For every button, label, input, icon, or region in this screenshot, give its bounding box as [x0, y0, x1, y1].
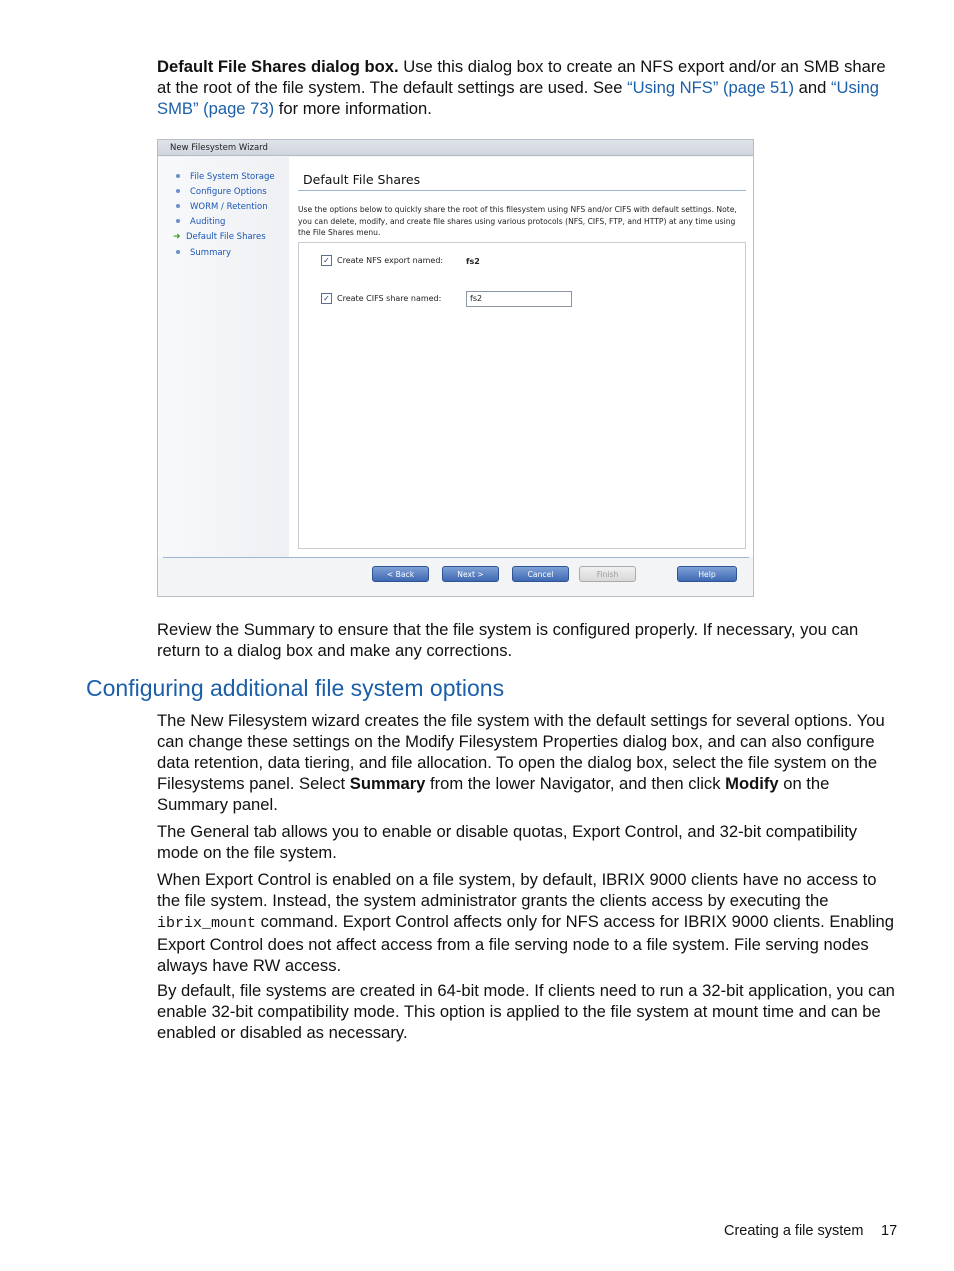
nav-step-label: Auditing — [190, 217, 226, 227]
section-paragraph-3 — [157, 869, 897, 976]
intro-text-and: and — [794, 78, 831, 97]
heading-divider — [298, 190, 746, 191]
p3-text-1: When Export Control is enabled on a file system, by default, IBRIX 9000 clients have no access to the file system. Instead, the system administrator grants the clients access by executing the — [157, 870, 877, 910]
next-button[interactable]: Next > — [442, 566, 499, 582]
nfs-export-option — [321, 255, 443, 266]
nav-step-label: WORM / Retention — [190, 202, 268, 212]
section-paragraph-4: By default, file systems are created in 64-bit mode. If clients need to run a 32-bit application, you can enable 32-bit compatibility mode. This option is applied to the file system at mount time and can be enabled or disabled as necessary. — [157, 981, 895, 1042]
wizard-title-bar: New Filesystem Wizard — [158, 140, 753, 156]
bullet-icon — [176, 219, 180, 223]
cifs-share-label: Create CIFS share named: — [337, 294, 442, 303]
p1-text-3: on the Summary panel. — [157, 774, 830, 814]
nav-step-auditing[interactable] — [176, 217, 225, 227]
link-using-nfs[interactable]: “Using NFS” (page 51) — [627, 78, 795, 97]
wizard-description: Use the options below to quickly share the root of this filesystem using NFS and/or CIFS with default settings. Note, you can delete, modify, and create file shares using various protocols (NFS, CIFS, FTP, and HTTP) at any time using the File Shares menu. — [298, 205, 737, 237]
nav-step-label: Default File Shares — [186, 232, 266, 242]
nav-step-summary[interactable] — [176, 248, 231, 258]
finish-button[interactable]: Finish — [579, 566, 636, 582]
cifs-share-option — [321, 293, 441, 304]
footer-section-label: Creating a file system — [724, 1223, 864, 1239]
help-button[interactable]: Help — [677, 566, 737, 582]
nfs-export-name-value: fs2 — [466, 257, 480, 266]
nfs-export-label: Create NFS export named: — [337, 256, 444, 265]
bullet-icon — [176, 174, 180, 178]
p1-text-1: The New Filesystem wizard creates the file system with the default settings for several options. You can change these settings on the Modify Filesystem Properties dialog box, and can also configure data retention, data tiering, and file allocation. To open the dialog box, select the file system on the Filesystems panel. Select — [157, 711, 885, 793]
nav-step-label: File System Storage — [190, 172, 275, 182]
p1-bold-modify: Modify — [725, 774, 779, 793]
p1-text-2: from the lower Navigator, and then click — [425, 774, 726, 793]
p3-text-2: command. Export Control affects only for NFS access for IBRIX 9000 clients. Enabling Export Control does not affect access from a file serving node to a file system. File serving nodes always have RW access. — [157, 912, 894, 975]
p1-bold-summary: Summary — [349, 774, 426, 793]
cifs-share-name-input[interactable]: fs2 — [466, 291, 572, 307]
p3-code-ibrix-mount: ibrix_mount — [157, 915, 257, 932]
nav-step-default-file-shares[interactable] — [173, 232, 266, 242]
nav-step-configure-options[interactable] — [176, 187, 267, 197]
nav-step-worm-retention[interactable] — [176, 202, 268, 212]
current-step-arrow-icon: ➜ — [173, 232, 181, 242]
section-paragraph-1 — [157, 710, 897, 815]
intro-bold-lead: Default File Shares dialog box. — [157, 57, 399, 76]
share-options-box — [298, 242, 746, 549]
new-filesystem-wizard-window — [157, 139, 754, 597]
wizard-content-panel — [289, 157, 753, 557]
nav-step-file-system-storage[interactable] — [176, 172, 275, 182]
bullet-icon — [176, 189, 180, 193]
section-heading: Configuring additional file system options — [86, 675, 505, 701]
bullet-icon — [176, 250, 180, 254]
intro-text-2: for more information. — [274, 99, 432, 118]
wizard-panel-heading: Default File Shares — [303, 172, 421, 187]
review-paragraph: Review the Summary to ensure that the file system is configured properly. If necessary, you can return to a dialog box and make any corrections. — [157, 620, 859, 660]
intro-paragraph — [157, 56, 897, 119]
intro-text-1: Use this dialog box to create an NFS export and/or an SMB share at the root of the file system. The default settings are used. See — [157, 57, 886, 97]
nav-step-label: Configure Options — [190, 187, 267, 197]
link-using-smb[interactable]: “Using SMB” (page 73) — [157, 78, 879, 118]
back-button[interactable]: < Back — [372, 566, 429, 582]
nav-step-label: Summary — [190, 248, 232, 258]
section-paragraph-2: The General tab allows you to enable or disable quotas, Export Control, and 32-bit compatibility mode on the file system. — [157, 822, 858, 862]
bullet-icon — [176, 204, 180, 208]
cifs-share-checkbox[interactable]: ✓ — [321, 293, 332, 304]
button-bar-divider — [163, 557, 749, 558]
wizard-step-nav — [158, 157, 289, 557]
cancel-button[interactable]: Cancel — [512, 566, 569, 582]
footer-page-number: 17 — [881, 1223, 898, 1239]
nfs-export-checkbox[interactable]: ✓ — [321, 255, 332, 266]
